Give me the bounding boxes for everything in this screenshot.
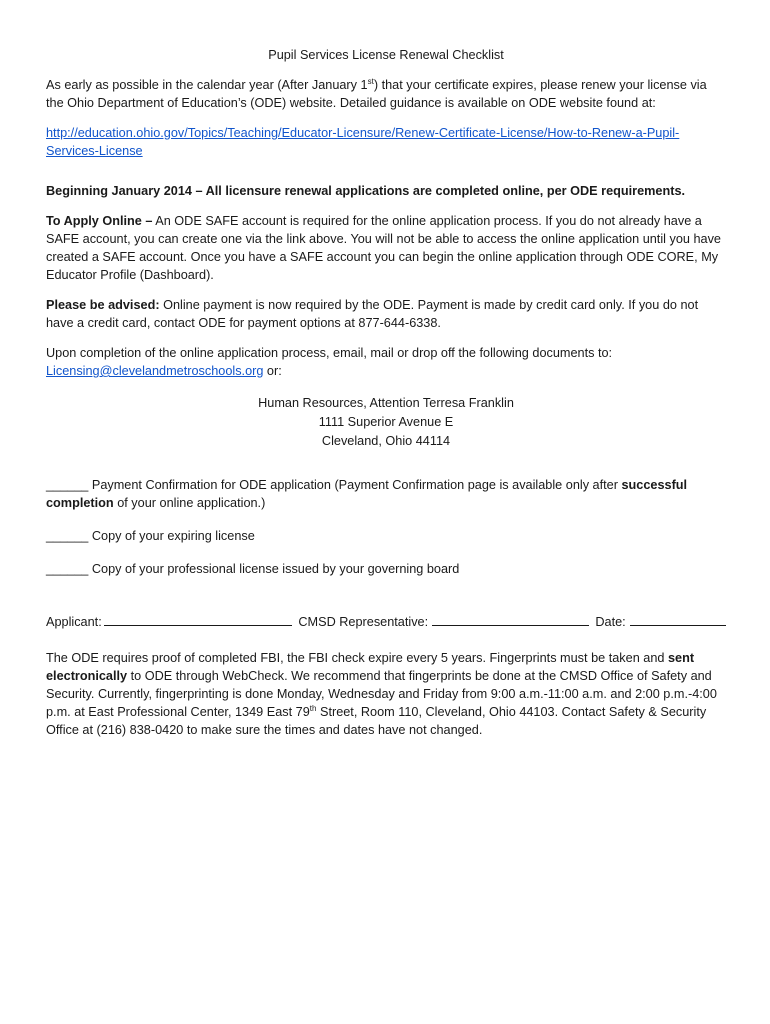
fbi-superscript: th — [309, 703, 317, 713]
cmsd-rep-label: CMSD Representative: — [298, 615, 429, 629]
checklist-item-expiring-license — [46, 527, 726, 545]
document-title: Pupil Services License Renewal Checklist — [268, 48, 504, 62]
address-line-2: 1111 Superior Avenue E — [318, 415, 454, 429]
document-page — [46, 46, 726, 751]
ode-link-paragraph — [46, 124, 726, 160]
fbi-text-2: to ODE through WebCheck. We recommend that fingerprints be done at the CMSD Office of Safety and Security. Currently, fingerprinting is done Monday, Wednesday and Friday from 9:00 a.m.-11:00 a.m. and 2:00 p.m.-4:00 p.m. at East Professional Center, 1349 East 79 — [46, 669, 717, 719]
advised-text: Online payment is now required by the ODE. Payment is made by credit card only. If you do not have a credit card, contact ODE for payment options at 877-644-6338. — [46, 298, 699, 330]
checklist-text: Copy of your professional license issued by your governing board — [88, 562, 460, 576]
upon-completion-suffix: or: — [263, 364, 282, 378]
intro-paragraph — [46, 76, 726, 112]
address-line-1: Human Resources, Attention Terresa Franklin — [258, 396, 514, 410]
checklist-text: Copy of your expiring license — [88, 529, 255, 543]
licensing-email-link[interactable]: Licensing@clevelandmetroschools.org — [46, 364, 264, 378]
checklist-text: Payment Confirmation for ODE application (Payment Confirmation page is available only after — [88, 478, 622, 492]
fbi-bold: sent electronically — [46, 651, 695, 683]
checklist-text-2: of your online application.) — [113, 496, 266, 510]
checklist-blank[interactable]: ______ — [46, 478, 89, 492]
ode-renewal-link[interactable]: http://education.ohio.gov/Topics/Teaching/Educator-Licensure/Renew-Certificate-License/How-to-Renew-a-Pupil-Services-License — [46, 126, 680, 158]
fbi-text-3: Street, Room 110, Cleveland, Ohio 44103. Contact Safety & Security Office at (216) 838-0420 to make sure the times and dates have not changed. — [46, 705, 707, 737]
fbi-text-1: The ODE requires proof of completed FBI, the FBI check expire every 5 years. Fingerprints must be taken and — [46, 651, 668, 665]
cmsd-rep-signature-line[interactable] — [432, 612, 589, 626]
apply-online-text: An ODE SAFE account is required for the online application process. If you do not already have a SAFE account, you can create one via the link above. You will not be able to access the online application until you have created a SAFE account. Once you have a SAFE account you can begin the online application through ODE CORE, My Educator Profile (Dashboard). — [46, 214, 721, 282]
signature-row — [46, 612, 726, 631]
apply-online-label: To Apply Online – — [46, 214, 153, 228]
intro-superscript: st — [367, 76, 374, 86]
intro-text-1: As early as possible in the calendar year (After January 1 — [46, 78, 368, 92]
checklist-bold: successful completion — [46, 478, 688, 510]
checklist-blank[interactable]: ______ — [46, 529, 89, 543]
fbi-paragraph — [46, 649, 726, 739]
applicant-label: Applicant: — [46, 615, 102, 629]
checklist-item-professional-license — [46, 560, 726, 578]
apply-online-paragraph — [46, 212, 726, 284]
checklist-item-payment — [46, 476, 726, 512]
checklist-blank[interactable]: ______ — [46, 562, 89, 576]
mailing-address — [46, 394, 726, 450]
intro-text-2: ) that your certificate expires, please renew your license via the Ohio Department of Education’s (ODE) website. Detailed guidance is available on ODE website found at: — [46, 78, 707, 110]
advised-paragraph — [46, 296, 726, 332]
date-line[interactable] — [630, 612, 726, 626]
applicant-signature-line[interactable] — [104, 612, 293, 626]
upon-completion-paragraph — [46, 344, 726, 380]
advised-label: Please be advised: — [46, 298, 160, 312]
beginning-notice: Beginning January 2014 – All licensure renewal applications are completed online, per ODE requirements. — [46, 184, 686, 198]
date-label: Date: — [595, 615, 626, 629]
upon-completion-text: Upon completion of the online application process, email, mail or drop off the following documents to: — [46, 346, 613, 360]
address-line-3: Cleveland, Ohio 44114 — [321, 434, 451, 448]
